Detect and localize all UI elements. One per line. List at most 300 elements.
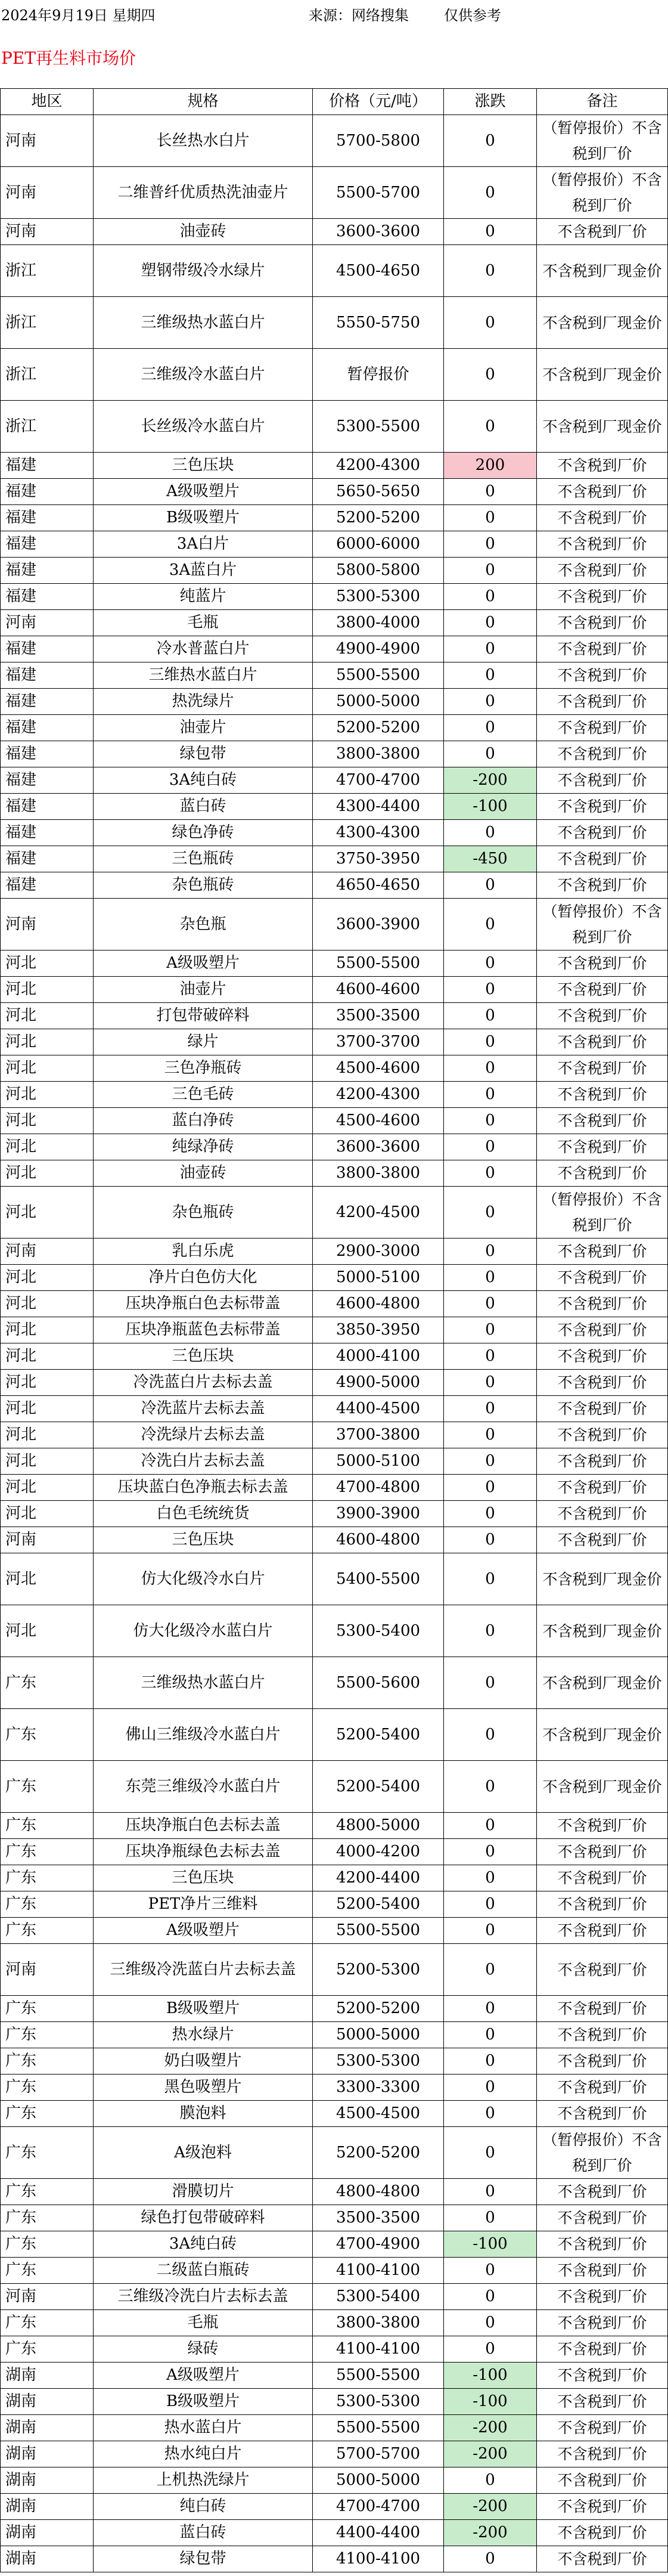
cell-remark: 不含税到厂价 xyxy=(537,2231,668,2258)
cell-change: 0 xyxy=(444,1422,537,1448)
column-header-spec: 规格 xyxy=(94,89,313,115)
table-row xyxy=(1,115,668,167)
cell-change: 0 xyxy=(444,1265,537,1291)
cell-remark: 不含税到厂价 xyxy=(537,1501,668,1527)
table-row xyxy=(1,1501,668,1527)
cell-price: 5200-5400 xyxy=(313,1709,444,1761)
cell-region: 河南 xyxy=(1,2284,94,2310)
cell-spec: A级吸塑片 xyxy=(94,2363,313,2389)
table-row xyxy=(1,1187,668,1239)
cell-change: 0 xyxy=(444,2310,537,2336)
table-row xyxy=(1,219,668,245)
cell-price: 5500-5500 xyxy=(313,662,444,689)
cell-spec: B级吸塑片 xyxy=(94,1996,313,2022)
cell-price: 5200-5200 xyxy=(313,505,444,531)
cell-spec: 塑钢带级冷水绿片 xyxy=(94,245,313,297)
cell-price: 4900-4900 xyxy=(313,636,444,662)
cell-spec: 二级蓝白瓶砖 xyxy=(94,2258,313,2284)
table-body xyxy=(1,115,668,2572)
cell-price: 4600-4600 xyxy=(313,977,444,1003)
cell-remark: 不含税到厂现金价 xyxy=(537,245,668,297)
cell-change: 0 xyxy=(444,531,537,558)
cell-spec: 油壶片 xyxy=(94,715,313,741)
table-row xyxy=(1,767,668,794)
cell-spec: 三色瓶砖 xyxy=(94,846,313,872)
cell-spec: 黑色吸塑片 xyxy=(94,2075,313,2101)
table-row xyxy=(1,1291,668,1317)
cell-change: 0 xyxy=(444,2179,537,2205)
cell-region: 河北 xyxy=(1,1029,94,1055)
cell-change: 0 xyxy=(444,1370,537,1396)
cell-remark: 不含税到厂价 xyxy=(537,1343,668,1370)
cell-spec: 热水纯白片 xyxy=(94,2441,313,2467)
cell-remark: 不含税到厂现金价 xyxy=(537,349,668,401)
table-row xyxy=(1,1761,668,1813)
column-header-region: 地区 xyxy=(1,89,94,115)
cell-change: 0 xyxy=(444,1055,537,1082)
column-header-change: 涨跌 xyxy=(444,89,537,115)
cell-change: 0 xyxy=(444,2127,537,2179)
cell-region: 河南 xyxy=(1,610,94,636)
cell-region: 广东 xyxy=(1,2310,94,2336)
cell-price: 5300-5300 xyxy=(313,2389,444,2415)
cell-remark: 不含税到厂价 xyxy=(537,2284,668,2310)
cell-region: 浙江 xyxy=(1,401,94,453)
cell-price: 5300-5400 xyxy=(313,2284,444,2310)
table-row xyxy=(1,1108,668,1134)
table-row xyxy=(1,1605,668,1657)
cell-region: 广东 xyxy=(1,2101,94,2127)
cell-remark: 不含税到厂价 xyxy=(537,1396,668,1422)
table-row xyxy=(1,820,668,846)
cell-region: 河北 xyxy=(1,1003,94,1029)
table-row xyxy=(1,1003,668,1029)
cell-price: 5700-5800 xyxy=(313,115,444,167)
cell-price: 4000-4100 xyxy=(313,1343,444,1370)
cell-region: 河北 xyxy=(1,1343,94,1370)
cell-change: 0 xyxy=(444,558,537,584)
cell-region: 广东 xyxy=(1,2258,94,2284)
cell-remark: 不含税到厂价 xyxy=(537,1055,668,1082)
cell-remark: 不含税到厂价 xyxy=(537,1996,668,2022)
cell-remark: （暂停报价）不含税到厂价 xyxy=(537,167,668,219)
table-row xyxy=(1,1813,668,1839)
table-row xyxy=(1,715,668,741)
cell-price: 4500-4600 xyxy=(313,1055,444,1082)
table-row xyxy=(1,2127,668,2179)
cell-price: 5500-5600 xyxy=(313,1657,444,1709)
cell-spec: 三色压块 xyxy=(94,1343,313,1370)
table-row xyxy=(1,2284,668,2310)
table-header-row xyxy=(1,89,668,115)
cell-spec: 三维级冷洗蓝白片去标去盖 xyxy=(94,1944,313,1996)
table-row xyxy=(1,1553,668,1605)
cell-region: 广东 xyxy=(1,2336,94,2363)
cell-spec: 压块净瓶白色去标去盖 xyxy=(94,1813,313,1839)
cell-spec: 压块净瓶白色去标带盖 xyxy=(94,1291,313,1317)
cell-remark: 不含税到厂价 xyxy=(537,1108,668,1134)
cell-remark: 不含税到厂价 xyxy=(537,767,668,794)
cell-price: 5000-5000 xyxy=(313,2022,444,2048)
cell-remark: 不含税到厂现金价 xyxy=(537,1761,668,1813)
cell-region: 河北 xyxy=(1,1187,94,1239)
cell-spec: B级吸塑片 xyxy=(94,505,313,531)
cell-change: 0 xyxy=(444,2101,537,2127)
cell-change: 0 xyxy=(444,1082,537,1108)
cell-spec: 压块蓝白色净瓶去标去盖 xyxy=(94,1475,313,1501)
cell-region: 福建 xyxy=(1,584,94,610)
cell-remark: 不含税到厂价 xyxy=(537,2494,668,2520)
cell-region: 浙江 xyxy=(1,349,94,401)
cell-spec: 油壶砖 xyxy=(94,1160,313,1187)
cell-spec: 杂色瓶 xyxy=(94,899,313,950)
table-row xyxy=(1,1055,668,1082)
cell-spec: A级吸塑片 xyxy=(94,479,313,505)
cell-price: 5300-5400 xyxy=(313,1605,444,1657)
cell-remark: 不含税到厂价 xyxy=(537,636,668,662)
cell-spec: 三维热水蓝白片 xyxy=(94,662,313,689)
cell-change: -200 xyxy=(444,2415,537,2441)
cell-price: 4100-4100 xyxy=(313,2546,444,2572)
cell-change: 0 xyxy=(444,1448,537,1475)
cell-change: 0 xyxy=(444,950,537,977)
cell-price: 4000-4200 xyxy=(313,1839,444,1865)
cell-spec: 二维普纤优质热洗油壶片 xyxy=(94,167,313,219)
cell-price: 4500-4600 xyxy=(313,1108,444,1134)
cell-change: 0 xyxy=(444,1343,537,1370)
cell-spec: 蓝白砖 xyxy=(94,794,313,820)
cell-price: 3600-3600 xyxy=(313,219,444,245)
cell-region: 湖南 xyxy=(1,2546,94,2572)
cell-price: 3700-3800 xyxy=(313,1422,444,1448)
cell-region: 福建 xyxy=(1,505,94,531)
table-row xyxy=(1,1527,668,1553)
cell-change: 0 xyxy=(444,1029,537,1055)
table-row xyxy=(1,1134,668,1160)
cell-remark: 不含税到厂价 xyxy=(537,820,668,846)
cell-change: 200 xyxy=(444,453,537,479)
cell-change: 0 xyxy=(444,2284,537,2310)
table-row xyxy=(1,1448,668,1475)
cell-price: 5500-5500 xyxy=(313,950,444,977)
price-table xyxy=(0,88,668,2572)
cell-price: 3800-3800 xyxy=(313,741,444,767)
cell-change: 0 xyxy=(444,1813,537,1839)
cell-region: 河南 xyxy=(1,219,94,245)
cell-spec: 绿片 xyxy=(94,1029,313,1055)
cell-remark: 不含税到厂价 xyxy=(537,715,668,741)
cell-price: 4700-4700 xyxy=(313,767,444,794)
cell-spec: 绿砖 xyxy=(94,2336,313,2363)
cell-spec: 冷洗蓝片去标去盖 xyxy=(94,1396,313,1422)
table-row xyxy=(1,689,668,715)
cell-price: 3750-3950 xyxy=(313,846,444,872)
table-row xyxy=(1,1370,668,1396)
cell-price: 3500-3500 xyxy=(313,1003,444,1029)
table-row xyxy=(1,977,668,1003)
cell-change: 0 xyxy=(444,2336,537,2363)
cell-spec: 仿大化级冷水蓝白片 xyxy=(94,1605,313,1657)
table-row xyxy=(1,1839,668,1865)
cell-change: 0 xyxy=(444,741,537,767)
cell-remark: 不含税到厂价 xyxy=(537,1865,668,1891)
cell-change: 0 xyxy=(444,662,537,689)
cell-spec: 纯绿净砖 xyxy=(94,1134,313,1160)
cell-spec: 东莞三维级冷水蓝白片 xyxy=(94,1761,313,1813)
cell-region: 广东 xyxy=(1,1709,94,1761)
cell-region: 福建 xyxy=(1,794,94,820)
table-row xyxy=(1,2441,668,2467)
cell-spec: 三色压块 xyxy=(94,453,313,479)
cell-region: 湖南 xyxy=(1,2389,94,2415)
table-row xyxy=(1,453,668,479)
cell-change: 0 xyxy=(444,1187,537,1239)
cell-change: 0 xyxy=(444,977,537,1003)
cell-remark: 不含税到厂价 xyxy=(537,1891,668,1918)
cell-remark: 不含税到厂价 xyxy=(537,2179,668,2205)
cell-region: 湖南 xyxy=(1,2441,94,2467)
report-header xyxy=(0,0,668,23)
table-row xyxy=(1,2022,668,2048)
cell-region: 湖南 xyxy=(1,2415,94,2441)
cell-change: -200 xyxy=(444,767,537,794)
cell-remark: 不含税到厂价 xyxy=(537,2441,668,2467)
table-row xyxy=(1,2258,668,2284)
cell-spec: 热洗绿片 xyxy=(94,689,313,715)
cell-remark: （暂停报价）不含税到厂价 xyxy=(537,2127,668,2179)
cell-change: 0 xyxy=(444,689,537,715)
cell-region: 福建 xyxy=(1,741,94,767)
cell-region: 湖南 xyxy=(1,2520,94,2546)
table-row xyxy=(1,899,668,950)
cell-region: 河南 xyxy=(1,115,94,167)
table-row xyxy=(1,662,668,689)
table-row xyxy=(1,2363,668,2389)
cell-price: 3800-3800 xyxy=(313,2310,444,2336)
cell-price: 4700-4700 xyxy=(313,2494,444,2520)
cell-spec: 佛山三维级冷水蓝白片 xyxy=(94,1709,313,1761)
cell-spec: 打包带破碎料 xyxy=(94,1003,313,1029)
cell-region: 广东 xyxy=(1,2075,94,2101)
cell-change: 0 xyxy=(444,1501,537,1527)
cell-region: 河北 xyxy=(1,1291,94,1317)
cell-price: 4100-4100 xyxy=(313,2258,444,2284)
cell-spec: 绿包带 xyxy=(94,741,313,767)
cell-remark: 不含税到厂价 xyxy=(537,1527,668,1553)
cell-spec: 纯蓝片 xyxy=(94,584,313,610)
cell-remark: 不含税到厂价 xyxy=(537,1839,668,1865)
cell-remark: 不含税到厂价 xyxy=(537,2467,668,2494)
cell-price: 3850-3950 xyxy=(313,1317,444,1343)
cell-change: 0 xyxy=(444,1160,537,1187)
table-row xyxy=(1,558,668,584)
cell-price: 5700-5700 xyxy=(313,2441,444,2467)
cell-price: 4500-4500 xyxy=(313,2101,444,2127)
table-row xyxy=(1,245,668,297)
cell-price: 3600-3600 xyxy=(313,1134,444,1160)
cell-price: 5000-5000 xyxy=(313,689,444,715)
cell-price: 4200-4300 xyxy=(313,1082,444,1108)
cell-remark: 不含税到厂价 xyxy=(537,2363,668,2389)
cell-region: 广东 xyxy=(1,1918,94,1944)
cell-spec: 长丝热水白片 xyxy=(94,115,313,167)
cell-spec: 冷洗绿片去标去盖 xyxy=(94,1422,313,1448)
cell-remark: 不含税到厂价 xyxy=(537,1239,668,1265)
cell-spec: 三维级热水蓝白片 xyxy=(94,297,313,349)
cell-region: 广东 xyxy=(1,2179,94,2205)
cell-spec: 净片白色仿大化 xyxy=(94,1265,313,1291)
cell-change: 0 xyxy=(444,1944,537,1996)
cell-change: 0 xyxy=(444,1317,537,1343)
cell-remark: 不含税到厂价 xyxy=(537,2258,668,2284)
cell-remark: 不含税到厂价 xyxy=(537,2075,668,2101)
cell-price: 4900-5000 xyxy=(313,1370,444,1396)
table-row xyxy=(1,1160,668,1187)
cell-change: 0 xyxy=(444,245,537,297)
cell-region: 河北 xyxy=(1,977,94,1003)
cell-spec: 绿色净砖 xyxy=(94,820,313,846)
cell-region: 浙江 xyxy=(1,245,94,297)
table-row xyxy=(1,2231,668,2258)
cell-spec: 冷洗白片去标去盖 xyxy=(94,1448,313,1475)
table-row xyxy=(1,1944,668,1996)
table-row xyxy=(1,349,668,401)
cell-remark: 不含税到厂价 xyxy=(537,2101,668,2127)
cell-price: 3500-3500 xyxy=(313,2205,444,2231)
cell-change: 0 xyxy=(444,1553,537,1605)
cell-remark: 不含税到厂价 xyxy=(537,2546,668,2572)
cell-change: 0 xyxy=(444,1657,537,1709)
cell-spec: 蓝白净砖 xyxy=(94,1108,313,1134)
cell-change: 0 xyxy=(444,115,537,167)
cell-remark: 不含税到厂价 xyxy=(537,1003,668,1029)
cell-region: 福建 xyxy=(1,872,94,899)
cell-remark: 不含税到厂现金价 xyxy=(537,297,668,349)
cell-region: 福建 xyxy=(1,767,94,794)
page-title: PET再生料市场价 xyxy=(1,48,136,68)
cell-price: 3800-3800 xyxy=(313,1160,444,1187)
cell-price: 5200-5200 xyxy=(313,2127,444,2179)
cell-change: 0 xyxy=(444,1134,537,1160)
table-row xyxy=(1,2336,668,2363)
table-row xyxy=(1,1239,668,1265)
cell-spec: 杂色瓶砖 xyxy=(94,872,313,899)
cell-spec: 三色压块 xyxy=(94,1527,313,1553)
cell-region: 福建 xyxy=(1,689,94,715)
cell-change: 0 xyxy=(444,1396,537,1422)
cell-spec: 乳白乐虎 xyxy=(94,1239,313,1265)
cell-region: 河北 xyxy=(1,1553,94,1605)
cell-region: 广东 xyxy=(1,2048,94,2075)
cell-price: 5200-5200 xyxy=(313,715,444,741)
cell-price: 4300-4300 xyxy=(313,820,444,846)
cell-change: 0 xyxy=(444,1108,537,1134)
table-row xyxy=(1,794,668,820)
table-row xyxy=(1,1657,668,1709)
cell-spec: 三维级冷水蓝白片 xyxy=(94,349,313,401)
cell-price: 4400-4400 xyxy=(313,2520,444,2546)
cell-price: 5000-5100 xyxy=(313,1265,444,1291)
table-row xyxy=(1,297,668,349)
cell-price: 5500-5500 xyxy=(313,2415,444,2441)
column-header-price: 价格（元/吨） xyxy=(313,89,444,115)
cell-remark: 不含税到厂价 xyxy=(537,1029,668,1055)
cell-change: 0 xyxy=(444,2546,537,2572)
table-row xyxy=(1,1082,668,1108)
cell-remark: 不含税到厂价 xyxy=(537,1291,668,1317)
cell-spec: 热水绿片 xyxy=(94,2022,313,2048)
cell-spec: A级吸塑片 xyxy=(94,950,313,977)
cell-spec: 绿色打包带破碎料 xyxy=(94,2205,313,2231)
cell-region: 河北 xyxy=(1,1448,94,1475)
cell-spec: 油壶片 xyxy=(94,977,313,1003)
cell-spec: 冷水普蓝白片 xyxy=(94,636,313,662)
cell-change: 0 xyxy=(444,1003,537,1029)
cell-remark: 不含税到厂价 xyxy=(537,610,668,636)
table-row xyxy=(1,846,668,872)
cell-change: -200 xyxy=(444,2520,537,2546)
cell-spec: 压块净瓶绿色去标去盖 xyxy=(94,1839,313,1865)
report-date: 2024年9月19日 星期四 xyxy=(1,7,156,24)
cell-remark: 不含税到厂价 xyxy=(537,531,668,558)
cell-remark: 不含税到厂价 xyxy=(537,846,668,872)
table-row xyxy=(1,1343,668,1370)
cell-region: 河北 xyxy=(1,1134,94,1160)
cell-change: 0 xyxy=(444,2258,537,2284)
cell-region: 广东 xyxy=(1,1813,94,1839)
cell-price: 5500-5500 xyxy=(313,1918,444,1944)
cell-price: 3800-4000 xyxy=(313,610,444,636)
cell-change: 0 xyxy=(444,1865,537,1891)
cell-spec: 三维级热水蓝白片 xyxy=(94,1657,313,1709)
cell-change: 0 xyxy=(444,584,537,610)
cell-remark: 不含税到厂价 xyxy=(537,2336,668,2363)
cell-change: 0 xyxy=(444,2205,537,2231)
cell-region: 河北 xyxy=(1,1082,94,1108)
cell-price: 5500-5700 xyxy=(313,167,444,219)
cell-change: 0 xyxy=(444,1291,537,1317)
table-row xyxy=(1,2546,668,2572)
cell-region: 福建 xyxy=(1,531,94,558)
cell-remark: 不含税到厂价 xyxy=(537,1370,668,1396)
cell-remark: 不含税到厂价 xyxy=(537,584,668,610)
cell-change: 0 xyxy=(444,1761,537,1813)
cell-change: 0 xyxy=(444,167,537,219)
cell-remark: 不含税到厂价 xyxy=(537,1918,668,1944)
cell-remark: 不含税到厂价 xyxy=(537,1448,668,1475)
cell-region: 河南 xyxy=(1,167,94,219)
cell-spec: B级吸塑片 xyxy=(94,2389,313,2415)
cell-region: 湖南 xyxy=(1,2363,94,2389)
cell-change: 0 xyxy=(444,2075,537,2101)
cell-spec: 三色毛砖 xyxy=(94,1082,313,1108)
table-row xyxy=(1,584,668,610)
cell-spec: 三色压块 xyxy=(94,1865,313,1891)
cell-price: 5500-5500 xyxy=(313,2363,444,2389)
cell-price: 5200-5300 xyxy=(313,1944,444,1996)
table-row xyxy=(1,1996,668,2022)
cell-region: 河北 xyxy=(1,1160,94,1187)
cell-change: 0 xyxy=(444,872,537,899)
cell-remark: （暂停报价）不含税到厂价 xyxy=(537,1187,668,1239)
cell-price: 4400-4500 xyxy=(313,1396,444,1422)
cell-change: 0 xyxy=(444,349,537,401)
cell-remark: 不含税到厂价 xyxy=(537,505,668,531)
cell-price: 5650-5650 xyxy=(313,479,444,505)
cell-spec: PET净片三维料 xyxy=(94,1891,313,1918)
cell-remark: 不含税到厂价 xyxy=(537,1265,668,1291)
cell-change: -200 xyxy=(444,2441,537,2467)
